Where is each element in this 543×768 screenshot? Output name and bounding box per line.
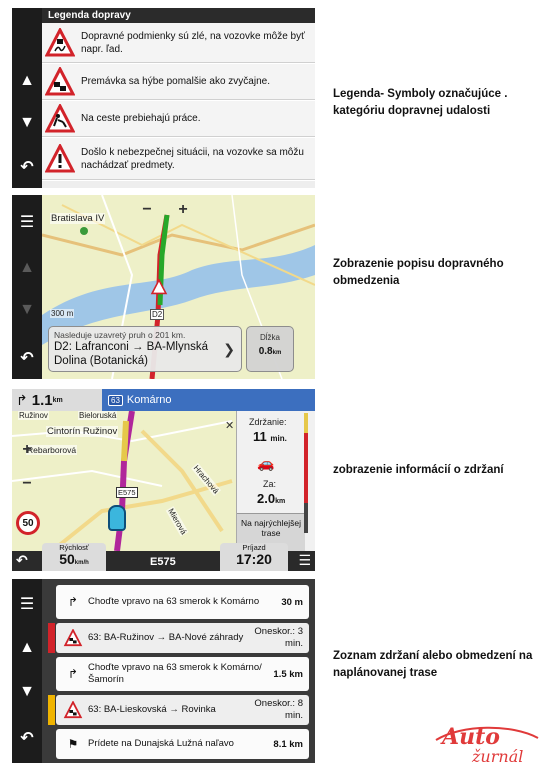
legend-item[interactable]	[42, 101, 315, 137]
speed-label: Rýchlosť	[59, 543, 89, 552]
length-unit: km	[272, 350, 282, 356]
delay-bar-red	[48, 623, 55, 653]
list-item-value: Oneskor.: 8 min.	[254, 698, 303, 721]
next-turn-box[interactable]	[12, 389, 102, 411]
list-item-text: Choďte vpravo na 63 smerok k Komárno/Šamorín	[88, 662, 262, 685]
roadworks-icon	[45, 104, 75, 134]
road-label: D2	[152, 310, 163, 319]
nav-caption: zobrazenie informácií o zdržaní	[333, 464, 504, 476]
back-button[interactable]: ↶	[20, 350, 34, 367]
menu-button[interactable]: ☰	[19, 596, 35, 613]
close-icon[interactable]: ✕	[225, 420, 235, 432]
sidebar	[12, 8, 42, 188]
speed-value: 50	[59, 551, 75, 567]
list-item-value: 8.1 km	[273, 738, 303, 750]
menu-button[interactable]: ☰	[298, 552, 311, 568]
speed-box[interactable]	[42, 543, 106, 571]
legend-item[interactable]	[42, 64, 315, 100]
back-button[interactable]: ↶	[20, 159, 34, 176]
traffic-legend-panel	[12, 8, 315, 188]
list-item[interactable]	[56, 657, 309, 691]
list-item-value: Oneskor.: 3 min.	[254, 626, 303, 649]
back-button[interactable]: ↶	[16, 552, 28, 568]
legend-item[interactable]	[42, 23, 315, 63]
sidebar	[12, 579, 42, 763]
list-item[interactable]	[56, 585, 309, 619]
turn-right-icon: ↱	[16, 391, 28, 408]
scroll-up-button[interactable]: ▲	[19, 72, 35, 89]
list-item-text: 63: BA-Ružinov → BA-Nové záhrady	[88, 632, 244, 643]
distance-unit: km	[275, 498, 286, 505]
turn-distance: 1.1	[31, 391, 53, 409]
chevron-right-icon: ❯	[223, 341, 235, 357]
next-street-bar[interactable]	[102, 389, 315, 411]
legend-item-text: Na ceste prebiehajú práce.	[81, 113, 201, 124]
danger-icon	[45, 144, 75, 174]
scroll-down-button[interactable]: ▼	[19, 114, 35, 131]
restriction-info-button[interactable]	[48, 326, 242, 372]
speed-limit-sign: 50	[16, 511, 40, 535]
list-item-text: 63: BA-Lieskovská → Rovinka	[88, 704, 216, 715]
zoom-in-button[interactable]: +	[178, 201, 188, 218]
list-item[interactable]	[56, 729, 309, 759]
length-label: Dĺžka	[259, 333, 280, 342]
list-item[interactable]	[56, 623, 309, 653]
slow-traffic-icon	[62, 701, 84, 719]
legend-item-text: Dopravné podmienky sú zlé, na vozovke môže byť napr. ľad.	[81, 30, 305, 55]
distance-label: Za:	[263, 479, 277, 489]
auto-zurnal-logo	[432, 718, 542, 766]
map-label: Cintorín Ružinov	[47, 426, 118, 437]
legend-item-text: Premávka sa hýbe pomalšie ako zvyčajne.	[81, 76, 270, 87]
distance-value: 2.0	[257, 491, 276, 506]
map-scale: 300 m	[51, 309, 74, 318]
traffic-progress-bar	[299, 413, 313, 533]
list-item-value: 30 m	[281, 596, 303, 608]
road-shield: 63	[108, 395, 123, 406]
slow-traffic-icon	[45, 67, 75, 97]
zoom-in-button[interactable]: +	[22, 441, 32, 458]
turn-right-icon: ↱	[67, 667, 79, 681]
traffic-warning-icon[interactable]	[150, 279, 168, 295]
list-item-value: 1.5 km	[273, 668, 303, 680]
map-caption: Zobrazenie popisu dopravného obmedzenia	[333, 258, 504, 287]
delay-info-panel	[225, 411, 315, 551]
map-restriction-panel	[12, 195, 315, 379]
list-caption: Zoznam zdržaní alebo obmedzení na naplánovanej trase	[333, 650, 533, 679]
restriction-info-small: Nasleduje uzavretý pruh o 201 km.	[54, 330, 186, 340]
map-label: Bieloruská	[79, 411, 117, 420]
map-label: Hrachová	[191, 463, 221, 496]
zoom-out-button[interactable]: −	[142, 201, 152, 218]
delay-bar-yellow	[48, 695, 55, 725]
scroll-up-button[interactable]: ▲	[19, 259, 35, 276]
slow-traffic-icon	[62, 629, 84, 647]
next-street: Komárno	[126, 394, 172, 406]
scroll-down-button[interactable]: ▼	[19, 301, 35, 318]
length-box	[246, 326, 294, 372]
route-delay-list-panel	[12, 579, 315, 763]
vehicle-icon	[108, 505, 126, 531]
turn-right-icon: ↱	[67, 595, 79, 609]
svg-text:Auto: Auto	[442, 724, 500, 750]
legend-item-text: Došlo k nebezpečnej situácii, na vozovke sa môžu nachádzať predmety.	[81, 146, 304, 171]
turn-unit: km	[52, 396, 63, 404]
arrival-label: Príjazd	[242, 543, 266, 552]
arrival-box[interactable]	[220, 543, 288, 571]
arrival-value: 17:20	[236, 551, 272, 567]
current-road: E575	[150, 556, 176, 568]
list-item-text: Prídete na Dunajská Lužná naľavo	[88, 738, 234, 749]
list-item-text: Choďte vpravo na 63 smerok k Komárno	[88, 596, 260, 607]
traffic-jam-icon: 🚗	[257, 455, 275, 471]
finish-flag-icon: ⚑	[67, 737, 79, 751]
navigation-delay-panel	[12, 389, 315, 571]
legend-item[interactable]	[42, 138, 315, 180]
scroll-down-button[interactable]: ▼	[19, 683, 35, 700]
menu-button[interactable]: ☰	[19, 214, 35, 231]
delay-value: 11	[253, 429, 267, 444]
place-label: Bratislava IV	[51, 213, 105, 224]
delay-label: Zdržanie:	[249, 417, 287, 427]
sidebar	[12, 195, 42, 379]
road-label: E575	[118, 488, 136, 497]
delay-unit: min.	[270, 434, 287, 443]
map-label: Mierová	[166, 506, 189, 537]
legend-caption: Legenda- Symboly označujúce . kategóriu dopravnej udalosti	[333, 88, 508, 117]
back-button[interactable]: ↶	[20, 730, 34, 747]
slippery-road-icon	[45, 28, 75, 58]
speed-unit: km/h	[74, 560, 89, 566]
scroll-up-button[interactable]: ▲	[19, 639, 35, 656]
list-item[interactable]	[56, 695, 309, 725]
length-value: 0.8	[258, 346, 273, 357]
map-label: Rebarborová	[27, 445, 77, 455]
svg-text:žurnál: žurnál	[472, 747, 524, 766]
zoom-out-button[interactable]: −	[22, 475, 32, 492]
legend-item-partial	[42, 181, 315, 188]
legend-title: Legenda dopravy	[42, 8, 315, 23]
restriction-info-text: D2: Lafranconi → BA-Mlynská Dolina (Botanická)	[54, 341, 209, 367]
fastest-route-button[interactable]: Na najrýchlejšej trase	[237, 513, 305, 551]
map-label: Ružinov	[19, 411, 48, 420]
